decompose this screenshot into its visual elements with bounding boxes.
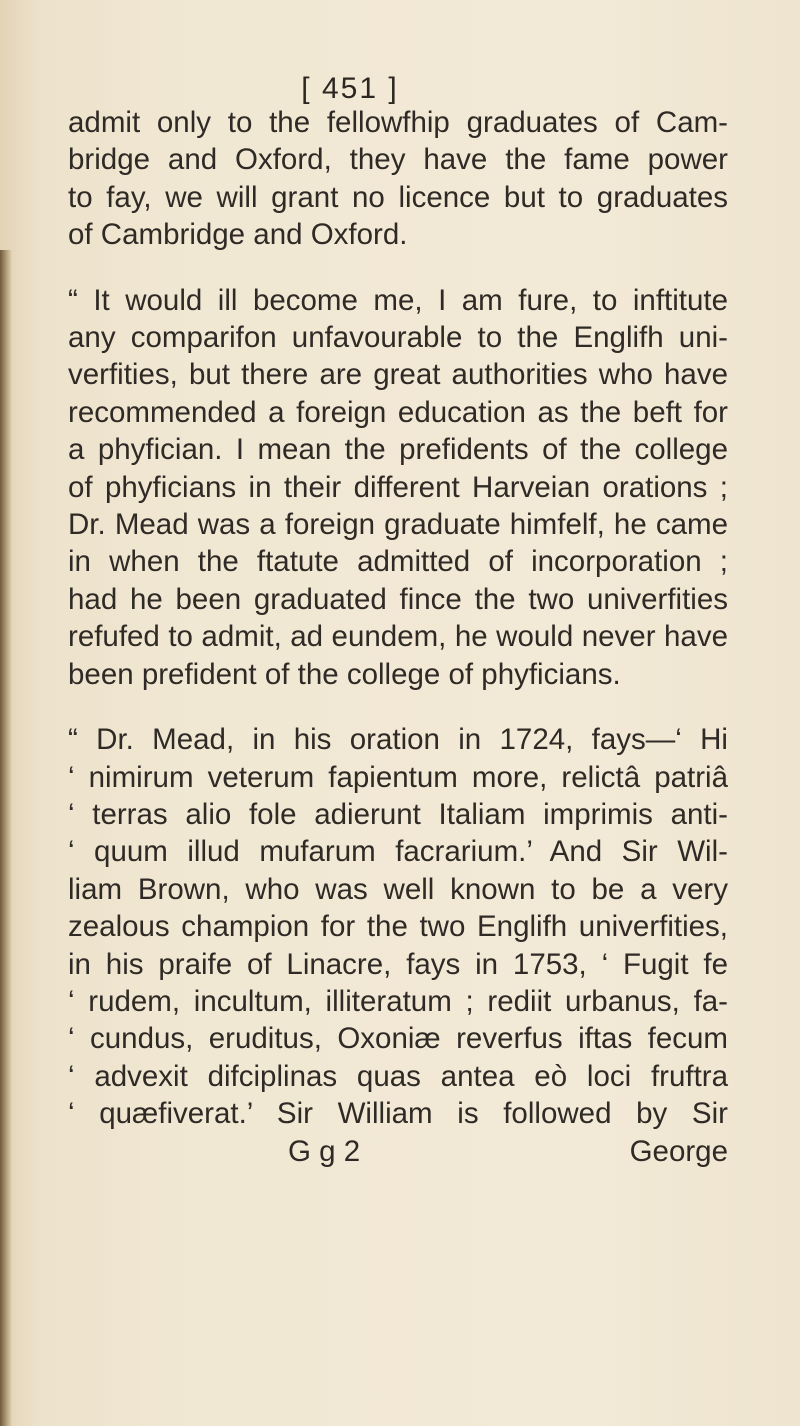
signature-mark: G g 2: [288, 1134, 361, 1168]
paragraph-2: [68, 282, 728, 693]
text-line: liam Brown, who was well known to be a very: [68, 872, 728, 906]
text-line: recommended a foreign education as the beft for: [68, 395, 728, 429]
text-line: ‘ advexit difciplinas quas antea eò loci fruftra: [68, 1059, 728, 1093]
text-line: admit only to the fellowfhip graduates of Cam-: [68, 106, 728, 139]
text-line: in when the ftatute admitted of incorporation ;: [68, 545, 728, 579]
text-line: “ It would ill become me, I am fure, to inftitute: [68, 283, 728, 317]
text-line: ‘ cundus, eruditus, Oxoniæ reverfus iftas fecum: [68, 1022, 728, 1056]
catchword: George: [629, 1134, 728, 1168]
text-line: Dr. Mead was a foreign graduate himfelf, he came: [68, 508, 728, 542]
text-line: ‘ terras alio fole adierunt Italiam imprimis anti-: [68, 797, 728, 831]
text-line: ‘ nimirum veterum fapientum more, relictâ patriâ: [68, 760, 728, 794]
text-line: “ Dr. Mead, in his oration in 1724, fays—‘ Hi: [68, 723, 728, 757]
text-line: bridge and Oxford, they have the fame power: [68, 143, 728, 177]
text-line: ‘ quum illud mufarum facrarium.’ And Sir Wil-: [68, 835, 728, 869]
text-line: a phyfician. I mean the prefidents of the college: [68, 433, 728, 467]
text-line: been prefident of the college of phyficians.: [68, 657, 621, 691]
text-line: to fay, we will grant no licence but to graduates: [68, 180, 728, 214]
text-line: ‘ quæfiverat.’ Sir William is followed by Sir: [68, 1097, 728, 1131]
paragraph-3: [68, 721, 728, 1132]
text-line: ‘ rudem, incultum, illiteratum ; rediit urbanus, fa-: [68, 984, 728, 1018]
text-line: refufed to admit, ad eundem, he would never have: [68, 620, 728, 654]
page-spine-shadow: [0, 250, 12, 1426]
text-line: of phyficians in their different Harveian orations ;: [68, 470, 728, 504]
text-line: had he been graduated fince the two univerfities: [68, 582, 728, 616]
footer-line: [68, 1133, 728, 1170]
page-number: [ 451 ]: [301, 72, 399, 105]
text-line: in his praife of Linacre, fays in 1753, ‘ Fugit fe: [68, 947, 728, 981]
body-text: [68, 104, 728, 1170]
text-line: any comparifon unfavourable to the Englifh uni-: [68, 321, 728, 355]
text-line: zealous champion for the two Englifh univerfities,: [68, 910, 728, 944]
text-line: verfities, but there are great authorities who have: [68, 358, 728, 392]
paragraph-1: [68, 104, 728, 254]
text-line: of Cambridge and Oxford.: [68, 218, 408, 252]
